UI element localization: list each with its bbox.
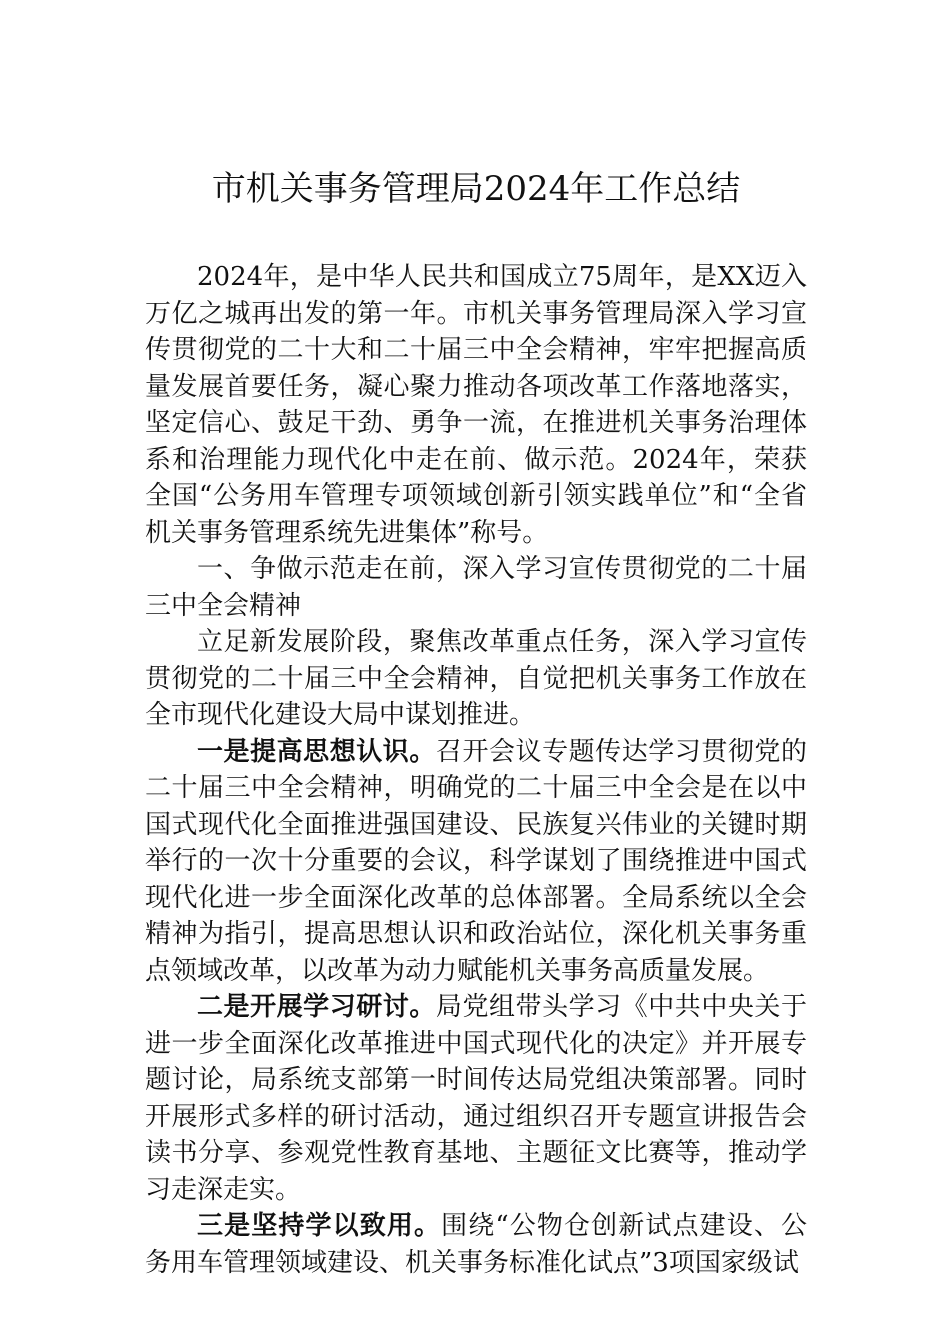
section-heading (145, 551, 807, 624)
paragraph-point-one (145, 734, 807, 990)
paragraph-section-intro (145, 624, 807, 734)
paragraph-text: 围绕“公物仓创新试点建设、公务用车管理领域建设、机关事务标准化试点”3项国家级试 (145, 1211, 807, 1278)
paragraph-lead: 三是坚持学以致用。 (197, 1211, 442, 1241)
paragraph-lead: 二是开展学习研讨。 (197, 992, 436, 1022)
document-title: 市机关事务管理局2024年工作总结 (211, 169, 741, 209)
paragraph-intro (145, 259, 807, 551)
paragraph-point-three (145, 1208, 807, 1281)
document-page (145, 162, 807, 1281)
paragraph-text: 2024年，是中华人民共和国成立75周年，是XX迈入万亿之城再出发的第一年。市机关事务管理局深入学习宣传贯彻党的二十大和二十届三中全会精神，牢牢把握高质量发展首要任务，凝心聚力推动各项改革工作落地落实，坚定信心、鼓足干劲、勇争一流，在推进机关事务治理体系和治理能力现代化中走在前、做示范。2024年，荣获全国“公务用车管理专项领域创新引领实践单位”和“全省机关事务管理系统先进集体”称号。 (145, 262, 807, 548)
paragraph-text: 立足新发展阶段，聚焦改革重点任务，深入学习宣传贯彻党的二十届三中全会精神，自觉把机关事务工作放在全市现代化建设大局中谋划推进。 (145, 627, 807, 730)
paragraph-point-two (145, 989, 807, 1208)
document-body (145, 259, 807, 1281)
paragraph-text: 一、争做示范走在前，深入学习宣传贯彻党的二十届三中全会精神 (145, 554, 807, 621)
paragraph-text: 局党组带头学习《中共中央关于进一步全面深化改革推进中国式现代化的决定》并开展专题讨论，局系统支部第一时间传达局党组决策部署。同时开展形式多样的研讨活动，通过组织召开专题宣讲报告会读书分享、参观党性教育基地、主题征文比赛等，推动学习走深走实。 (145, 992, 807, 1205)
paragraph-lead: 一是提高思想认识。 (197, 736, 436, 767)
paragraph-text: 召开会议专题传达学习贯彻党的二十届三中全会精神，明确党的二十届三中全会是在以中国式现代化全面推进强国建设、民族复兴伟业的关键时期举行的一次十分重要的会议，科学谋划了围绕推进中国式现代化进一步全面深化改革的总体部署。全局系统以全会精神为指引，提高思想认识和政治站位，深化机关事务重点领域改革，以改革为动力赋能机关事务高质量发展。 (145, 736, 807, 986)
